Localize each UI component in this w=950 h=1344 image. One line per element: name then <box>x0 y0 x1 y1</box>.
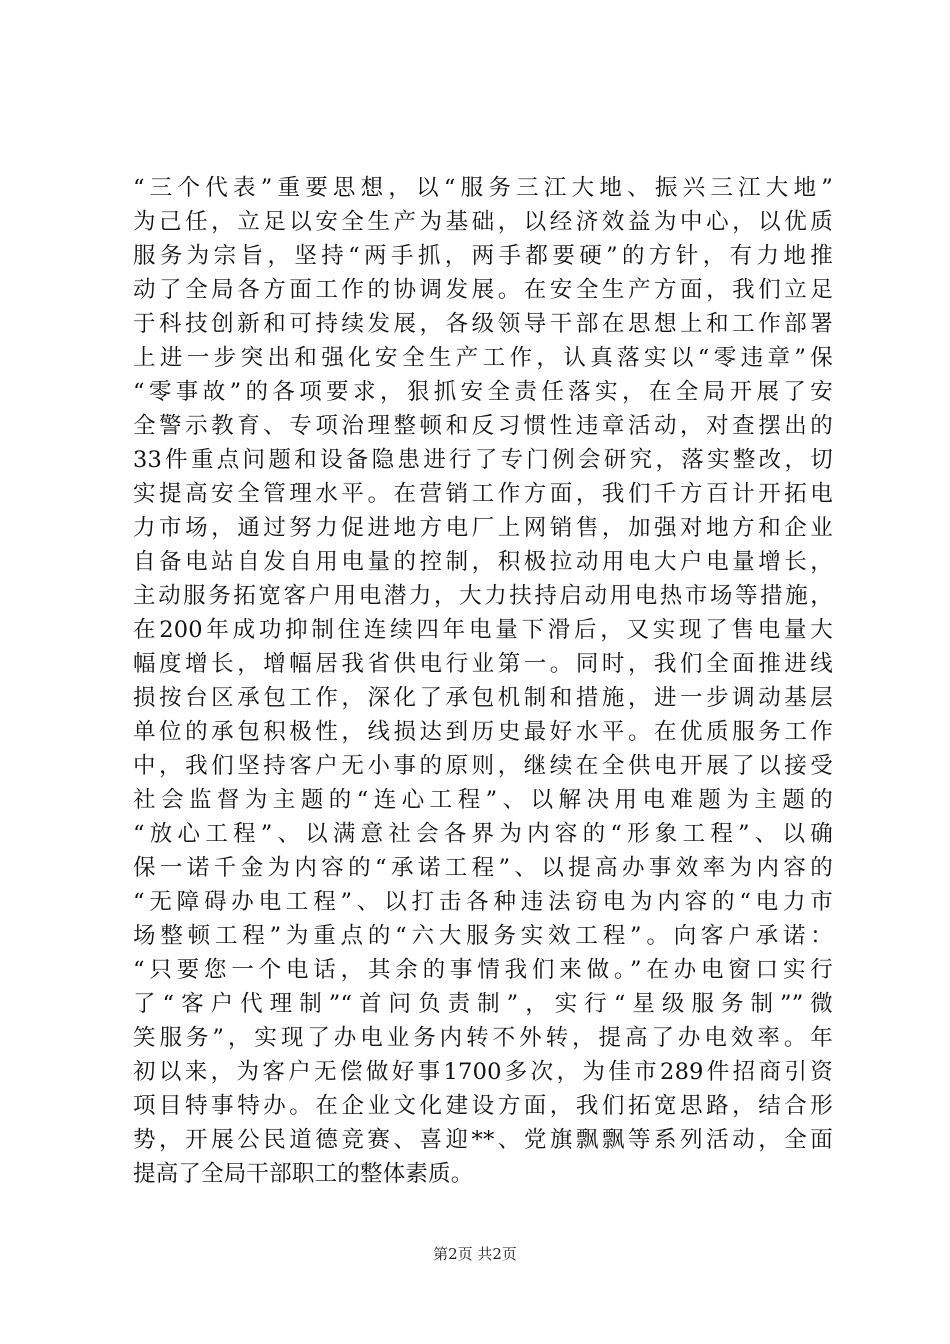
text-line: 自备电站自发自用电量的控制，积极拉动用电大户电量增长， <box>133 549 833 575</box>
text-line: 提高了全局干部职工的整体素质。 <box>133 1161 474 1187</box>
body-paragraph <box>133 171 833 1191</box>
text-line: 主动服务拓宽客户用电潜力，大力扶持启动用电热市场等措施， <box>133 583 833 609</box>
text-line: 动了全局各方面工作的协调发展。在安全生产方面，我们立足 <box>133 277 833 303</box>
text-line: “无障碍办电工程”、以打击各种违法窃电为内容的“电力市 <box>133 889 833 915</box>
text-line: 项目特事特办。在企业文化建设方面，我们拓宽思路，结合形 <box>133 1093 833 1119</box>
text-line: 场整顿工程”为重点的“六大服务实效工程”。向客户承诺： <box>133 923 833 949</box>
text-line: 全警示教育、专项治理整顿和反习惯性违章活动，对查摆出的 <box>133 413 833 439</box>
text-line: 单位的承包积极性，线损达到历史最好水平。在优质服务工作 <box>133 719 833 745</box>
text-line: 社会监督为主题的“连心工程”、以解决用电难题为主题的 <box>133 787 833 813</box>
text-line: “三个代表”重要思想，以“服务三江大地、振兴三江大地” <box>133 175 833 201</box>
text-line: “只要您一个电话，其余的事情我们来做。”在办电窗口实行 <box>133 957 833 983</box>
text-line: 幅度增长，增幅居我省供电行业第一。同时，我们全面推进线 <box>133 651 833 677</box>
text-line: 笑服务”，实现了办电业务内转不外转，提高了办电效率。年 <box>133 1025 833 1051</box>
text-line: 在200年成功抑制住连续四年电量下滑后，又实现了售电量大 <box>133 617 833 643</box>
text-line: 33件重点问题和设备隐患进行了专门例会研究，落实整改，切 <box>133 447 833 473</box>
text-line: 于科技创新和可持续发展，各级领导干部在思想上和工作部署 <box>133 311 833 337</box>
text-line: “放心工程”、以满意社会各界为内容的“形象工程”、以确 <box>133 821 833 847</box>
text-line: 力市场，通过努力促进地方电厂上网销售，加强对地方和企业 <box>133 515 833 541</box>
text-line: 保一诺千金为内容的“承诺工程”、以提高办事效率为内容的 <box>133 855 833 881</box>
text-line: 了“客户代理制”“首问负责制”，实行“星级服务制””微 <box>133 991 833 1017</box>
text-line: 服务为宗旨，坚持“两手抓，两手都要硬”的方针，有力地推 <box>133 243 833 269</box>
text-line: 实提高安全管理水平。在营销工作方面，我们千方百计开拓电 <box>133 481 833 507</box>
text-line: 损按台区承包工作，深化了承包机制和措施，进一步调动基层 <box>133 685 833 711</box>
text-line: 为己任，立足以安全生产为基础，以经济效益为中心，以优质 <box>133 209 833 235</box>
text-line: “零事故”的各项要求，狠抓安全责任落实，在全局开展了安 <box>133 379 833 405</box>
page-number-footer: 第2页 共2页 <box>433 1245 517 1263</box>
text-line: 中，我们坚持客户无小事的原则，继续在全供电开展了以接受 <box>133 753 833 779</box>
text-line: 势，开展公民道德竞赛、喜迎**、党旗飘飘等系列活动，全面 <box>133 1127 833 1153</box>
text-line: 上进一步突出和强化安全生产工作，认真落实以“零违章”保 <box>133 345 833 371</box>
text-line: 初以来，为客户无偿做好事1700多次，为佳市289件招商引资 <box>133 1059 833 1085</box>
